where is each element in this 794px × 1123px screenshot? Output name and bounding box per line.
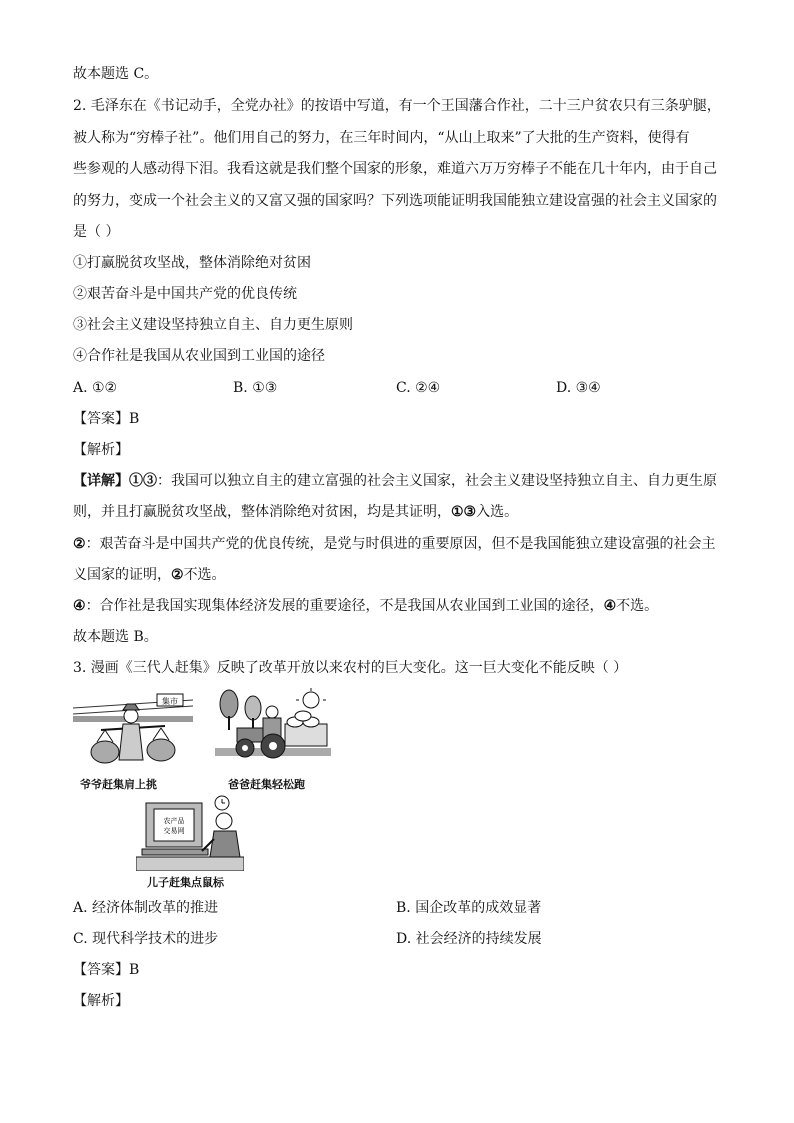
cartoon-grandfather xyxy=(73,690,193,766)
q2-option-a: A. ①② xyxy=(73,380,118,396)
q3-option-a: A. 经济体制改革的推进 xyxy=(73,900,219,916)
q3-answer: 【答案】B xyxy=(73,962,140,978)
caption-father: 爸爸赶集轻松跑 xyxy=(228,778,305,791)
q3-option-c: C. 现代科学技术的进步 xyxy=(73,931,219,947)
q3-analysis-label: 【解析】 xyxy=(73,993,129,1009)
q2-item-4: ④合作社是我国从农业国到工业国的途径 xyxy=(73,348,325,364)
q2-stem-1: 2. 毛泽东在《书记动手，全党办社》的按语中写道，有一个王国藩合作社，二十三户贫农只有三条驴腿， xyxy=(73,98,721,114)
q2-item-1: ①打赢脱贫攻坚战，整体消除绝对贫困 xyxy=(73,255,311,271)
q2-analysis-label: 【解析】 xyxy=(73,442,129,458)
q2-option-b: B. ①③ xyxy=(233,380,278,396)
q2-conclusion: 故本题选 B。 xyxy=(73,629,158,645)
screen-text-2: 交易网 xyxy=(163,827,185,835)
q2-item-2: ②艰苦奋斗是中国共产党的优良传统 xyxy=(73,286,297,302)
q2-option-d: D. ③④ xyxy=(556,380,601,396)
caption-son: 儿子赶集点鼠标 xyxy=(147,876,224,889)
caption-grandfather: 爷爷赶集肩上挑 xyxy=(80,778,157,791)
q2-stem-2: 被人称为“穷棒子社”。他们用自己的努力，在三年时间内，“从山上取来”了大批的生产资料，使得有 xyxy=(73,130,690,146)
market-sign-text: 集市 xyxy=(162,697,178,706)
q3-stem: 3. 漫画《三代人赶集》反映了改革开放以来农村的巨大变化。这一巨大变化不能反映（ ） xyxy=(73,660,628,676)
q2-detail-3: ②：艰苦奋斗是中国共产党的优良传统，是党与时俱进的重要原因，但不是我国能独立建设富强的社会主 xyxy=(73,536,716,552)
cartoon-father xyxy=(215,688,331,768)
q2-detail-1: 【详解】①③：我国可以独立自主的建立富强的社会主义国家，社会主义建设坚持独立自主、自力更生原 xyxy=(73,473,717,489)
q2-item-3: ③社会主义建设坚持独立自主、自力更生原则 xyxy=(73,317,353,333)
line-1: 故本题选 C。 xyxy=(73,66,159,82)
q2-answer: 【答案】B xyxy=(73,411,140,427)
q2-stem-3: 些参观的人感动得下泪。我看这就是我们整个国家的形象，难道六万万穷棒子不能在几十年内，由于自己 xyxy=(73,161,717,177)
q2-detail-2: 则，并且打赢脱贫攻坚战，整体消除绝对贫困，均是其证明，①③入选。 xyxy=(73,504,519,520)
q2-detail-5: ④：合作社是我国实现集体经济发展的重要途径，不是我国从农业国到工业国的途径，④不选。 xyxy=(73,598,659,614)
q2-stem-5: 是（ ） xyxy=(73,224,120,240)
q3-option-b: B. 国企改革的成效显著 xyxy=(396,900,542,916)
q3-option-d: D. 社会经济的持续发展 xyxy=(396,931,542,947)
q2-option-c: C. ②④ xyxy=(396,380,441,396)
q2-detail-4: 义国家的证明，②不选。 xyxy=(73,567,226,583)
q2-stem-4: 的努力，变成一个社会主义的又富又强的国家吗？下列选项能证明我国能独立建设富强的社会主义国家的 xyxy=(73,193,717,209)
screen-text-1: 农产品 xyxy=(163,817,185,825)
cartoon-son xyxy=(136,795,244,871)
